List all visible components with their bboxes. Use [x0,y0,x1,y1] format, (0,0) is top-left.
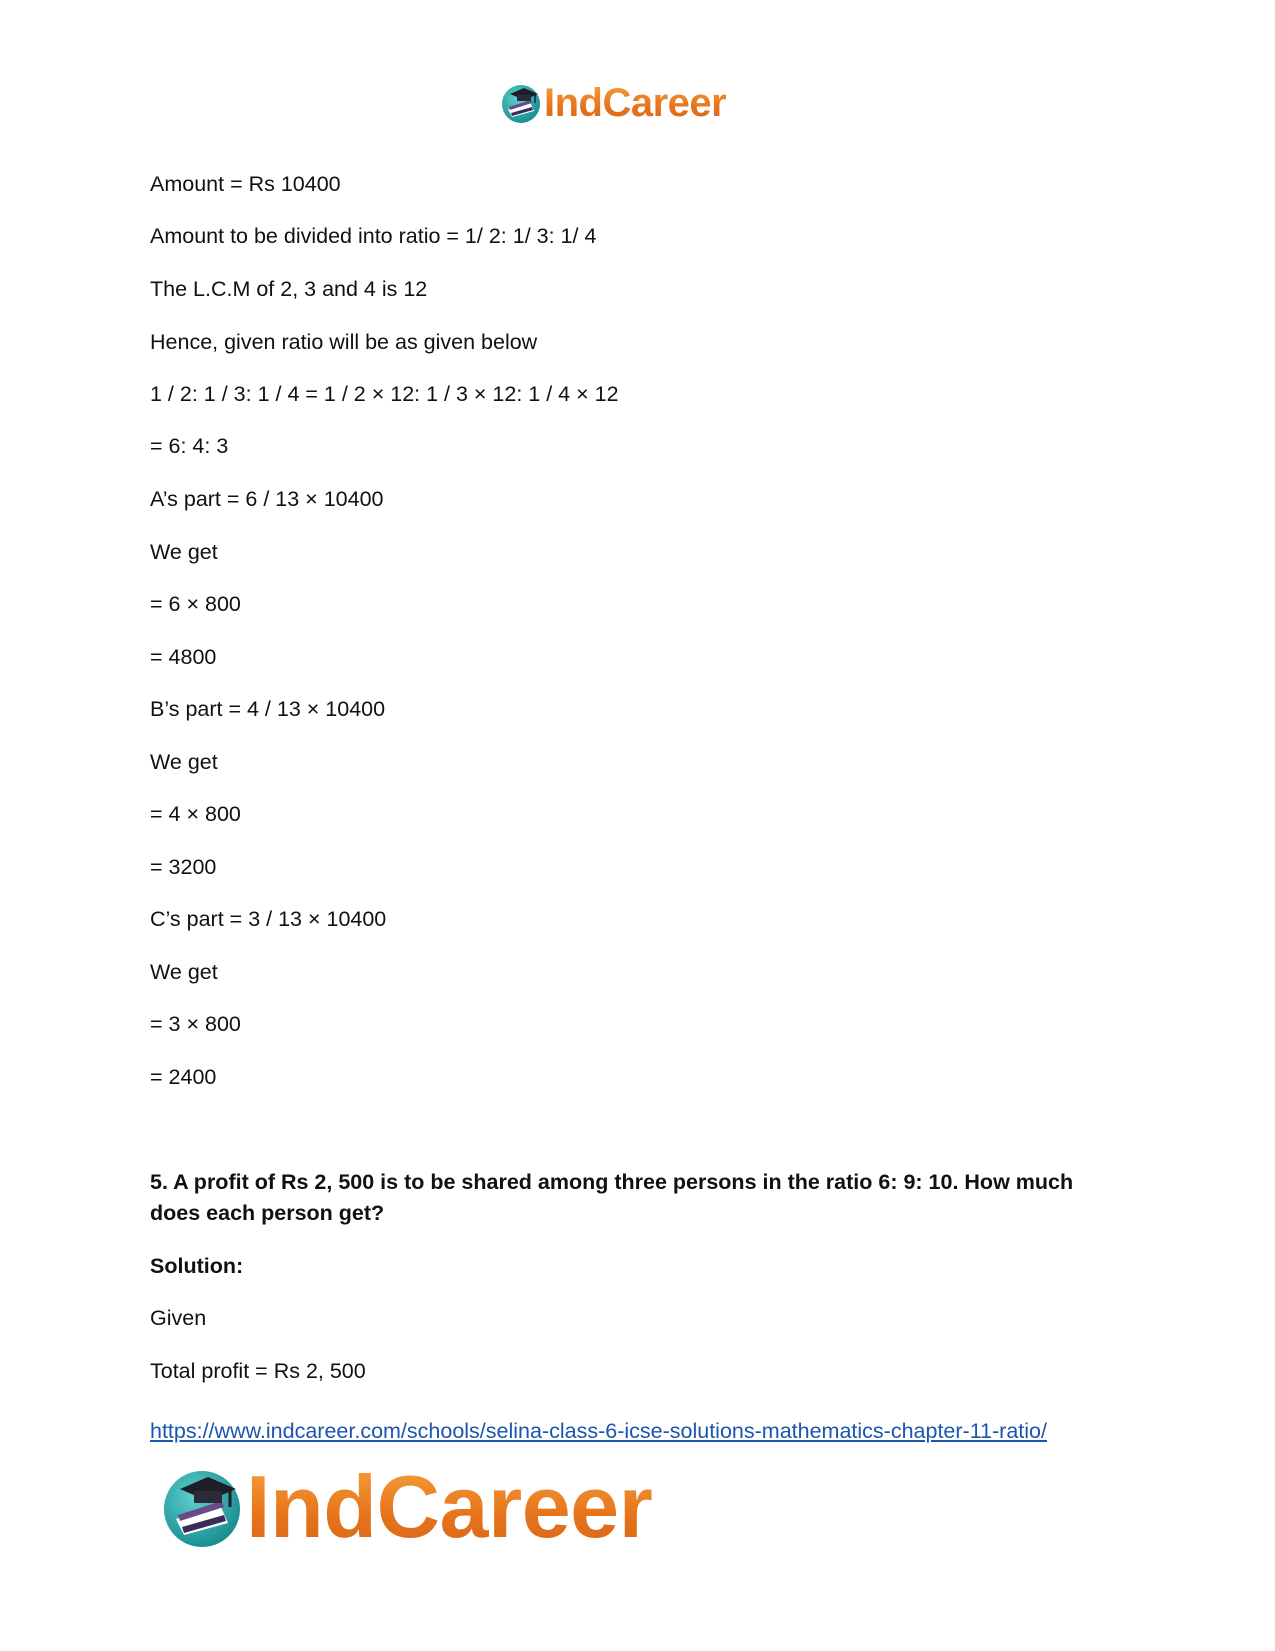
text-line: = 3 × 800 [150,1012,241,1036]
text-line: C’s part = 3 / 13 × 10400 [150,907,387,931]
text-line: = 2400 [150,1065,217,1089]
text-line: B’s part = 4 / 13 × 10400 [150,697,386,721]
text-line: Amount = Rs 10400 [150,172,341,196]
text-line: Total profit = Rs 2, 500 [150,1359,366,1383]
graduation-cap-book-icon [160,1465,244,1549]
text-line: = 4 × 800 [150,802,241,826]
source-link[interactable]: https://www.indcareer.com/schools/selina-class-6-icse-solutions-mathematics-chapter-11-ratio/ [150,1419,1047,1443]
logo-wordmark: IndCareer [246,1457,653,1556]
text-line: We get [150,750,218,774]
text-line: Hence, given ratio will be as given below [150,330,538,354]
text-line: The L.C.M of 2, 3 and 4 is 12 [150,277,428,301]
logo-wordmark: IndCareer [544,81,727,125]
text-line: A’s part = 6 / 13 × 10400 [150,487,384,511]
text-line: We get [150,540,218,564]
text-line: = 6 × 800 [150,592,241,616]
solution-label: Solution: [150,1254,244,1278]
text-line: = 4800 [150,645,217,669]
text-line: Given [150,1306,207,1330]
text-line: 1 / 2: 1 / 3: 1 / 4 = 1 / 2 × 12: 1 / 3 × 12: 1 / 4 × 12 [150,382,619,406]
text-line: = 6: 4: 3 [150,434,229,458]
graduation-cap-book-icon [500,82,542,124]
text-line: Amount to be divided into ratio = 1/ 2: 1/ 3: 1/ 4 [150,224,597,248]
footer-logo [160,1457,653,1556]
header-logo [500,78,726,128]
question-heading: 5. A profit of Rs 2, 500 is to be shared among three persons in the ratio 6: 9: 10. How much does each person get? [150,1170,1074,1225]
text-line: We get [150,960,218,984]
text-line: = 3200 [150,855,217,879]
